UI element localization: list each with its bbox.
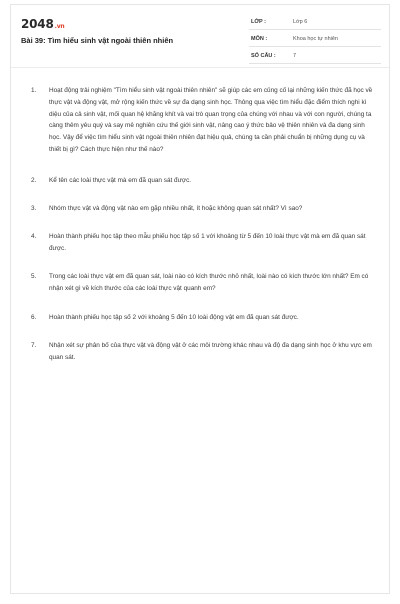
question-number: 3. — [31, 204, 37, 212]
question-text: Hoạt động trải nghiệm "Tìm hiểu sinh vật ngoài thiên nhiên" sẽ giúp các em củng cố lại những kiến thức đã học về thực vật và động vật, mở rộng kiến thức về sự đa dạng sinh học. Thông qua việc tìm hiểu đặc điểm thích nghi kì diệu của cả sinh vật, mối quan hệ khăng khít và vai trò quan trọng của chúng với nhau và với con người, chúng ta càng thêm yêu quý và say mê nghiên cứu thế giới sinh vật, nâng cao ý thức bảo vệ thiên nhiên và đa dạng sinh học. Vậy để việc tìm hiểu sinh vật ngoài thiên nhiên đạt hiệu quả, chúng ta cần phải chuẩn bị những dụng cụ và thiết bị gì? Cách thực hiện như thế nào? — [49, 87, 373, 153]
logo-text: 2048 — [21, 17, 54, 31]
worksheet-header — [11, 5, 389, 59]
question-item — [21, 271, 373, 295]
meta-label-class: LỚP : — [251, 19, 266, 25]
question-item — [21, 85, 373, 156]
meta-row-subject — [249, 34, 381, 47]
worksheet-meta — [249, 17, 381, 68]
meta-label-count: SỐ CÂU : — [251, 53, 276, 59]
question-item — [21, 231, 373, 255]
question-item — [21, 175, 373, 187]
question-number: 5. — [31, 272, 37, 280]
question-text: Hoàn thành phiếu học tập số 2 với khoảng 5 đến 10 loài động vật em đã quan sát được. — [49, 313, 299, 321]
question-text: Hoàn thành phiếu học tập theo mẫu phiếu học tập số 1 với khoảng từ 5 đến 10 loài thực vật mà em đã quan sát được. — [49, 233, 366, 253]
meta-row-count — [249, 51, 381, 64]
question-item — [21, 203, 373, 215]
meta-row-class — [249, 17, 381, 30]
page-title: Bài 39: Tìm hiểu sinh vật ngoài thiên nhiên — [21, 36, 174, 45]
meta-value-count: 7 — [293, 53, 297, 59]
question-number: 1. — [31, 87, 37, 94]
header-divider — [11, 67, 389, 68]
site-logo[interactable] — [21, 17, 64, 31]
question-item — [21, 340, 373, 364]
question-number: 2. — [31, 176, 37, 184]
question-text: Trong các loài thực vật em đã quan sát, loài nào có kích thước nhỏ nhất, loài nào có kích thước lớn nhất? Em có nhận xét gì về kích thước của các loài thực vật quanh em? — [49, 272, 369, 292]
meta-value-class: Lớp 6 — [293, 19, 308, 25]
question-list — [21, 85, 373, 364]
question-item — [21, 312, 373, 324]
meta-value-subject: Khoa học tự nhiên — [293, 36, 338, 42]
worksheet-page — [10, 4, 390, 594]
question-number: 4. — [31, 233, 37, 241]
question-text: Nhận xét sự phân bố của thực vật và động vật ở các môi trường khác nhau và độ đa dạng sinh học ở khu vực em quan sát. — [49, 342, 372, 362]
meta-label-subject: MÔN : — [251, 36, 268, 42]
question-text: Nhóm thực vật và động vật nào em gặp nhiều nhất, ít hoặc không quan sát nhất? Vì sao? — [49, 204, 303, 212]
logo-suffix: .vn — [54, 23, 65, 30]
question-number: 6. — [31, 313, 37, 321]
question-number: 7. — [31, 342, 37, 350]
question-text: Kể tên các loài thực vật mà em đã quan sát được. — [49, 176, 192, 184]
